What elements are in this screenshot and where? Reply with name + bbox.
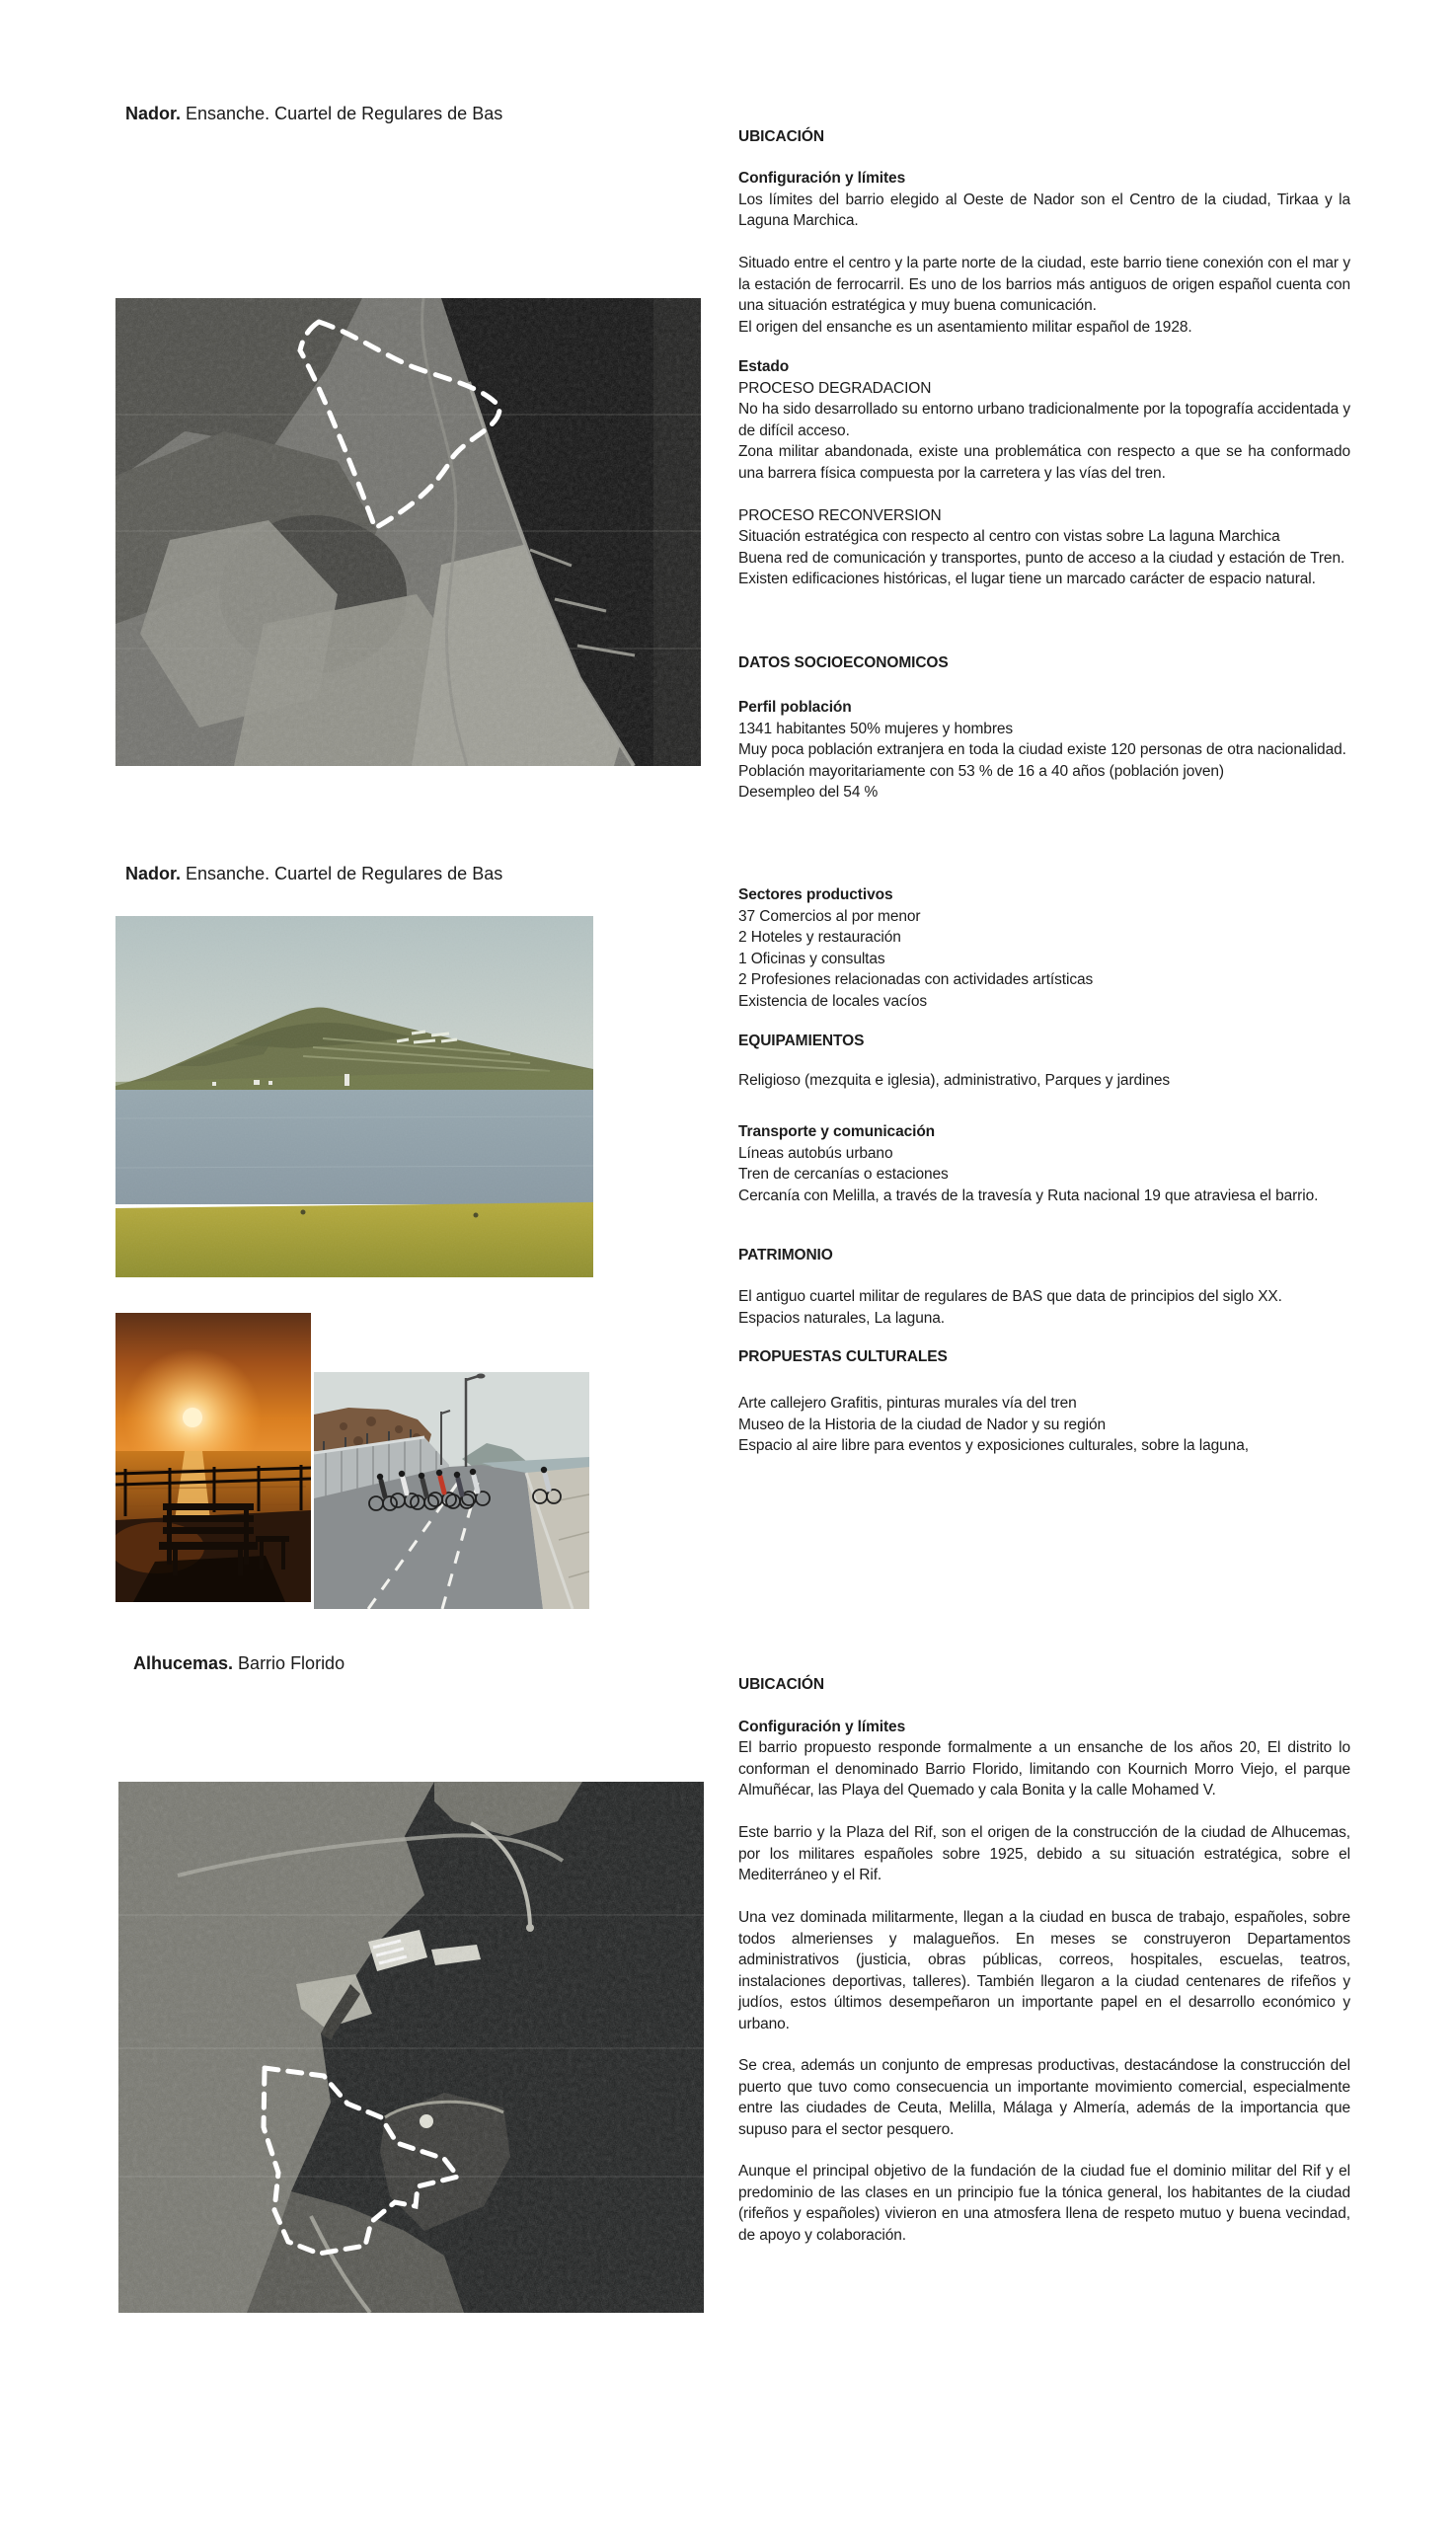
paragraph-reconversion-3: Existen edificaciones históricas, el lugar tiene un marcado carácter de espacio natural. xyxy=(738,571,1316,587)
section-equipamientos xyxy=(738,1070,1350,1092)
caption-alhucemas xyxy=(133,1652,345,1674)
paragraph-alhucemas-4 xyxy=(738,2055,1350,2140)
section-transporte xyxy=(738,1121,1350,1206)
subheading-sectores-productivos: Sectores productivos xyxy=(738,886,893,903)
paragraph-text: Este barrio y la Plaza del Rif, son el origen de la construcción de la ciudad de Alhucemas, por los militares españoles sobre 1925, debido a su situación estratégica, sobre el Mediterráneo y el Rif. xyxy=(738,1824,1350,1883)
caption-nador-2-rest: Ensanche. Cuartel de Regulares de Bas xyxy=(181,864,503,883)
paragraph-degradacion-1: No ha sido desarrollado su entorno urbano tradicionalmente por la topografía accidentada y de difícil acceso. xyxy=(738,401,1351,439)
propuesta-line: Museo de la Historia de la ciudad de Nador y su región xyxy=(738,1416,1106,1433)
spacer xyxy=(738,484,1350,505)
perfil-line: 1341 habitantes 50% mujeres y hombres xyxy=(738,720,1014,737)
paragraph-alhucemas-5 xyxy=(738,2161,1350,2246)
perfil-line: Desempleo del 54 % xyxy=(738,784,879,801)
paragraph-transporte-melilla: Cercanía con Melilla, a través de la travesía y Ruta nacional 19 que atraviesa el barrio. xyxy=(738,1187,1319,1204)
paragraph-reconversion-2: Buena red de comunicación y transportes, punto de acceso a la ciudad y estación de Tren. xyxy=(738,549,1345,567)
caption-alhucemas-bold: Alhucemas. xyxy=(133,1653,234,1673)
sunset-photo xyxy=(115,1313,311,1602)
sector-line: 2 Hoteles y restauración xyxy=(738,929,901,946)
heading-propuestas-culturales: PROPUESTAS CULTURALES xyxy=(738,1348,948,1365)
section-propuestas-culturales xyxy=(738,1393,1350,1457)
alhucemas-aerial-svg xyxy=(118,1782,704,2313)
subheading-configuracion-nador: Configuración y límites xyxy=(738,170,906,187)
perfil-line: Muy poca población extranjera en toda la ciudad existe 120 personas de otra nacionalidad. xyxy=(738,741,1346,758)
cyclists-svg xyxy=(314,1372,589,1609)
paragraph-alhucemas-3 xyxy=(738,1907,1350,2034)
propuesta-line: Arte callejero Grafitis, pinturas murales vía del tren xyxy=(738,1395,1077,1412)
paragraph-text: El barrio propuesto responde formalmente a un ensanche de los años 20, El distrito lo conforman el denominado Barrio Florido, limitando con Kournich Morro Viejo, el parque Almuñécar, las Playa del Quemado y cala Bonita y la calle Mohamed V. xyxy=(738,1739,1350,1799)
alhucemas-aerial-photo xyxy=(118,1782,704,2313)
paragraph-alhucemas-1 xyxy=(738,1737,1350,1801)
caption-nador-2-bold: Nador. xyxy=(125,864,182,883)
caption-nador-2 xyxy=(125,863,502,884)
spacer xyxy=(738,232,1350,254)
sector-line: 1 Oficinas y consultas xyxy=(738,950,885,967)
heading-equipamientos: EQUIPAMIENTOS xyxy=(738,1033,865,1049)
paragraph-text: Se crea, además un conjunto de empresas productivas, destacándose la construcción del puerto que tuvo como consecuencia un importante movimiento comercial, especialmente entre las ciudades de Ceuta, Melilla, Málaga y Almería, además de la importancia que supuso para el sector pesquero. xyxy=(738,2057,1350,2138)
subheading-perfil-poblacion: Perfil población xyxy=(738,699,852,716)
paragraph-equipamientos: Religioso (mezquita e iglesia), administrativo, Parques y jardines xyxy=(738,1072,1171,1089)
section-sectores-productivos xyxy=(738,884,1350,1012)
paragraph-text: Aunque el principal objetivo de la fundación de la ciudad fue el dominio militar del Rif y el predominio de las clases en un principio fue la tónica general, los habitantes de la ciudad (rifeños y españoles) vivieron en una atmosfera llena de respeto mutuo y buena vecindad, de apoyo y colaboración. xyxy=(738,2163,1350,2244)
laguna-photo xyxy=(115,916,593,1277)
laguna-svg xyxy=(115,916,593,1277)
sunset-svg xyxy=(115,1313,311,1602)
sector-line: Existencia de locales vacíos xyxy=(738,992,928,1010)
paragraph-patrimonio-2: Espacios naturales, La laguna. xyxy=(738,1309,945,1327)
section-configuracion-nador xyxy=(738,168,1350,338)
caption-nador-1-rest: Ensanche. Cuartel de Regulares de Bas xyxy=(181,104,503,123)
label-proceso-reconversion: PROCESO RECONVERSION xyxy=(738,506,942,524)
paragraph-degradacion-2: Zona militar abandonada, existe una problemática con respecto a que se ha conformado una barrera física compuesta por la carretera y las vías del tren. xyxy=(738,443,1350,482)
paragraph-text: Una vez dominada militarmente, llegan a la ciudad en busca de trabajo, españoles, sobre todos almerienses y malagueños. En meses se construyeron Departamentos administrativos (justicia, obras públicas, correos, hospitales, escuelas, teatros, instalaciones deportivas, talleres). También llegaron a la ciudad centenares de rifeños y judíos, estos últimos desempeñaron un importante papel en el desarrollo económico y urbano. xyxy=(738,1909,1350,2032)
section-patrimonio xyxy=(738,1286,1350,1329)
caption-nador-1 xyxy=(125,103,502,124)
heading-ubicacion-alhucemas: UBICACIÓN xyxy=(738,1676,824,1693)
section-perfil-poblacion xyxy=(738,697,1350,804)
heading-datos-socioeconomicos: DATOS SOCIOECONOMICOS xyxy=(738,654,949,671)
label-proceso-degradacion: PROCESO DEGRADACION xyxy=(738,379,932,397)
sector-line: 37 Comercios al por menor xyxy=(738,907,921,925)
nador-aerial-photo xyxy=(115,298,701,766)
caption-nador-1-bold: Nador. xyxy=(125,104,182,123)
subheading-configuracion-alhucemas: Configuración y límites xyxy=(738,1719,906,1735)
nador-aerial-svg xyxy=(115,298,701,766)
heading-ubicacion-nador: UBICACIÓN xyxy=(738,128,824,145)
sun xyxy=(183,1408,202,1427)
sector-line: 2 Profesiones relacionadas con actividades artísticas xyxy=(738,971,1094,988)
section-estado xyxy=(738,356,1350,590)
perfil-line: Población mayoritariamente con 53 % de 16 a 40 años (población joven) xyxy=(738,762,1224,780)
caption-alhucemas-rest: Barrio Florido xyxy=(233,1653,345,1673)
paragraph-reconversion-1: Situación estratégica con respecto al centro con vistas sobre La laguna Marchica xyxy=(738,528,1280,545)
heading-patrimonio: PATRIMONIO xyxy=(738,1247,833,1264)
propuesta-line: Espacio al aire libre para eventos y exposiciones culturales, sobre la laguna, xyxy=(738,1437,1249,1454)
subheading-transporte: Transporte y comunicación xyxy=(738,1123,936,1140)
paragraph-alhucemas-2 xyxy=(738,1822,1350,1886)
transporte-line: Tren de cercanías o estaciones xyxy=(738,1166,949,1183)
subheading-estado: Estado xyxy=(738,358,790,375)
paragraph-situado: Situado entre el centro y la parte norte de la ciudad, este barrio tiene conexión con el mar y la estación de ferrocarril. Es uno de los barrios más antiguos de origen español cuenta con una situación estratégica y muy buena comunicación. xyxy=(738,255,1350,314)
paragraph-patrimonio-1: El antiguo cuartel militar de regulares de BAS que data de principios del siglo XX. xyxy=(738,1288,1282,1305)
paragraph-origen: El origen del ensanche es un asentamiento militar español de 1928. xyxy=(738,318,1192,336)
paragraph-limites: Los límites del barrio elegido al Oeste de Nador son el Centro de la ciudad, Tirkaa y la Laguna Marchica. xyxy=(738,191,1350,229)
cyclists-photo xyxy=(314,1372,589,1609)
transporte-line: Líneas autobús urbano xyxy=(738,1144,893,1162)
